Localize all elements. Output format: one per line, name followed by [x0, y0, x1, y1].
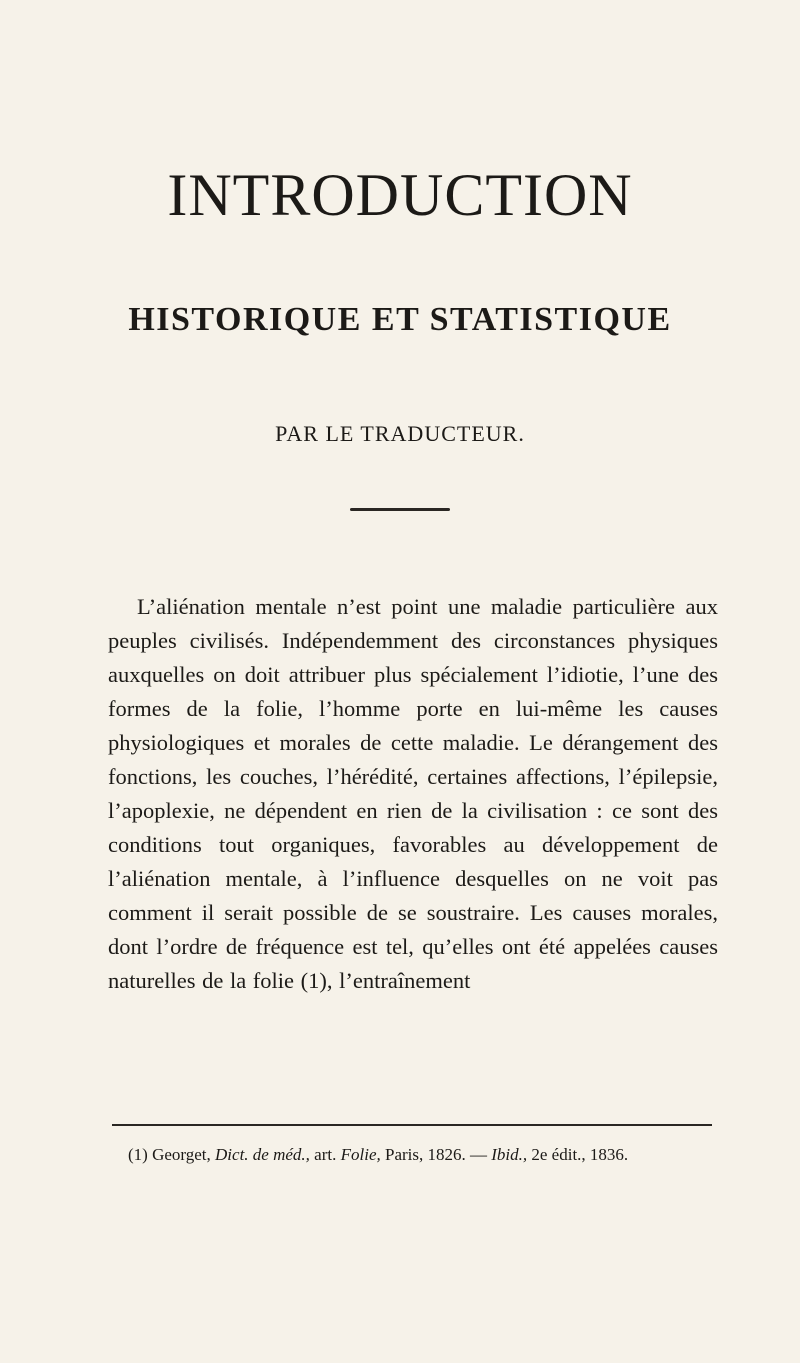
ornament-divider: [350, 508, 450, 511]
footnote-ibid: Ibid.,: [491, 1145, 528, 1164]
footnote-place-date: Paris, 1826. —: [385, 1145, 487, 1164]
footnote-marker: (1): [128, 1145, 148, 1164]
footnote-edition: 2e édit., 1836.: [531, 1145, 629, 1164]
footnote-rule: [112, 1124, 712, 1126]
body-paragraph: L’aliénation mentale n’est point une maladie particulière aux peuples civilisés. Indépendemment des circonstances physiques auxquelles on doit attribuer plus spécialement l’idiotie, l’une des formes de la folie, l’homme porte en lui-même les causes physiologiques et morales de cette maladie. Le dérangement des fonctions, les couches, l’hérédité, certaines affections, l’épilepsie, l’apoplexie, ne dépendent en rien de la civilisation : ce sont des conditions tout organiques, favorables au développement de l’aliénation mentale, à l’influence desquelles on ne voit pas comment il serait possible de se soustraire. Les causes morales, dont l’ordre de fréquence est tel, qu’elles ont été appelées causes naturelles de la folie (1), l’entraînement: [108, 594, 718, 993]
page-title: INTRODUCTION: [167, 162, 633, 228]
footnote-article-prefix: art.: [314, 1145, 337, 1164]
footnote-author: Georget,: [152, 1145, 211, 1164]
byline: PAR LE TRADUCTEUR.: [275, 421, 525, 446]
footnote-article: Folie,: [340, 1145, 381, 1164]
footnote: [112, 1143, 712, 1167]
page-subtitle: HISTORIQUE ET STATISTIQUE: [128, 301, 672, 338]
footnote-work: Dict. de méd.,: [215, 1145, 310, 1164]
